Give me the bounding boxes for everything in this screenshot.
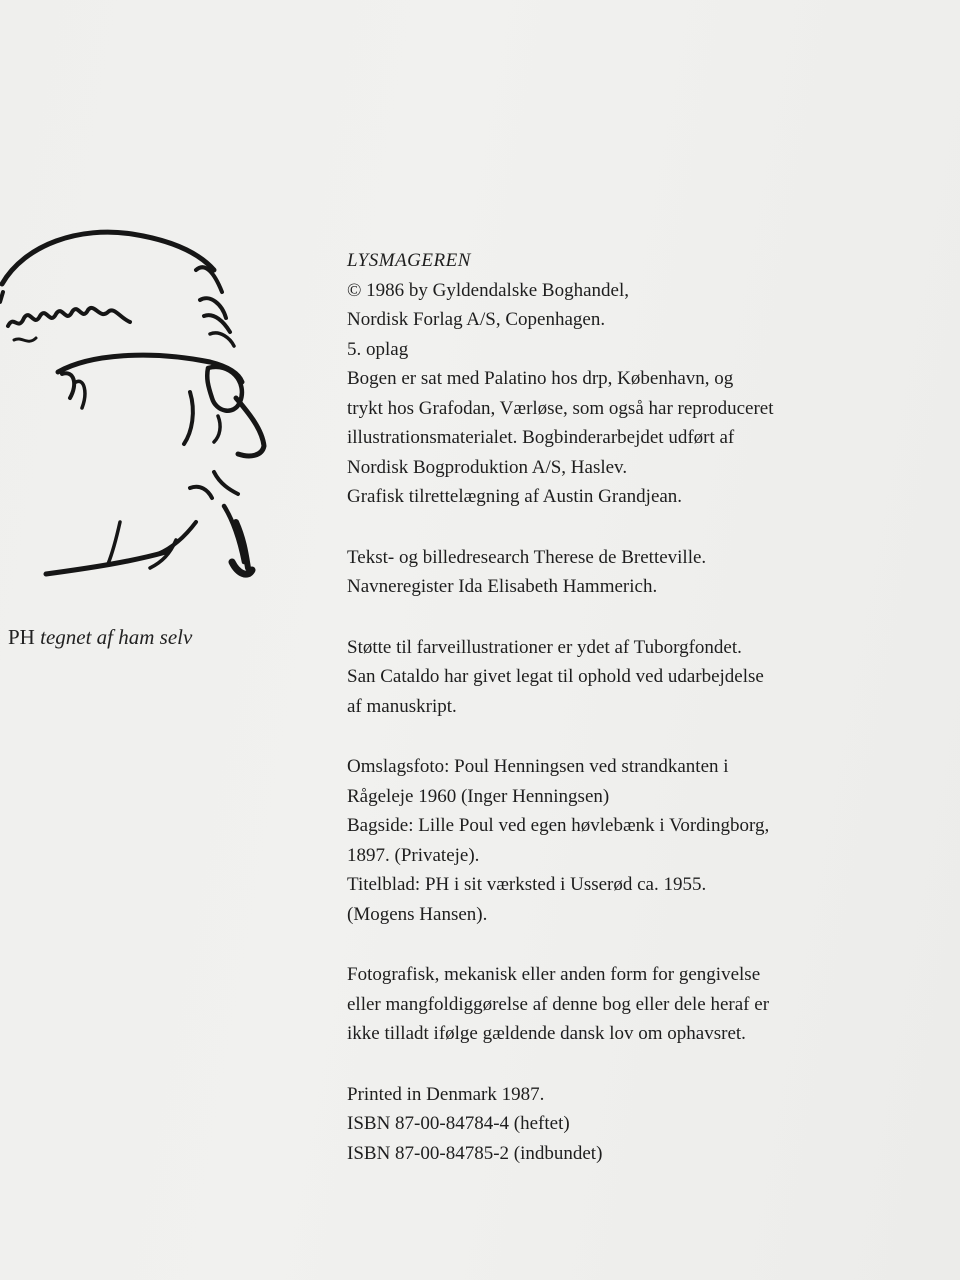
- book-title: LYSMAGEREN: [347, 250, 471, 271]
- caption-text: tegnet af ham selv: [40, 625, 193, 649]
- colophon-line: Bogen er sat med Palatino hos drp, København, og: [347, 368, 734, 389]
- colophon-line: Titelblad: PH i sit værksted i Usserød ca. 1955.: [347, 874, 707, 895]
- colophon-line: ikke tilladt ifølge gældende dansk lov om ophavsret.: [347, 1023, 746, 1044]
- colophon-line: Tekst- og billedresearch Therese de Bretteville.: [347, 546, 707, 568]
- print-info: Printed in Denmark 1987.: [347, 1083, 545, 1105]
- colophon-line: San Cataldo har givet legat til ophold ved udarbejdelse: [347, 666, 764, 687]
- colophon-line: Omslagsfoto: Poul Henningsen ved strandkanten i: [347, 756, 729, 777]
- caption-initials: PH: [8, 625, 35, 649]
- paragraph-gap: [347, 512, 947, 543]
- colophon-line: illustrationsmaterialet. Bogbinderarbejdet udført af: [347, 427, 735, 448]
- colophon-line: © 1986 by Gyldendalske Boghandel,: [347, 279, 629, 301]
- colophon-line: Støtte til farveillustrationer er ydet af Tuborgfondet.: [347, 636, 742, 658]
- colophon-line: Fotografisk, mekanisk eller anden form for gengivelse: [347, 964, 761, 985]
- colophon-line: eller mangfoldiggørelse af denne bog eller dele heraf er: [347, 993, 770, 1015]
- colophon-line: af manuskript.: [347, 695, 457, 717]
- paragraph-gap: [347, 929, 947, 960]
- paragraph-gap: [347, 602, 947, 633]
- colophon-line: Navneregister Ida Elisabeth Hammerich.: [347, 576, 658, 597]
- paragraph-gap: [347, 1049, 947, 1080]
- colophon-line: Nordisk Forlag A/S, Copenhagen.: [347, 309, 606, 330]
- colophon-line: Bagside: Lille Poul ved egen høvlebænk i Vordingborg,: [347, 815, 770, 836]
- colophon-line: Grafisk tilrettelægning af Austin Grandjean.: [347, 486, 683, 507]
- colophon-line: (Mogens Hansen).: [347, 903, 488, 925]
- isbn-heftet: ISBN 87-00-84784-4 (heftet): [347, 1113, 570, 1134]
- isbn-indbundet: ISBN 87-00-84785-2 (indbundet): [347, 1142, 603, 1164]
- paragraph-gap: [347, 721, 947, 752]
- colophon-line: Rågeleje 1960 (Inger Henningsen): [347, 785, 610, 807]
- self-portrait-sketch-icon: [0, 222, 280, 592]
- colophon-line: 1897. (Privateje).: [347, 844, 480, 866]
- colophon-line: trykt hos Grafodan, Værløse, som også har reproduceret: [347, 397, 774, 419]
- portrait-caption: [8, 625, 192, 650]
- colophon-line: 5. oplag: [347, 338, 409, 360]
- colophon: [347, 246, 947, 1168]
- colophon-line: Nordisk Bogproduktion A/S, Haslev.: [347, 456, 628, 478]
